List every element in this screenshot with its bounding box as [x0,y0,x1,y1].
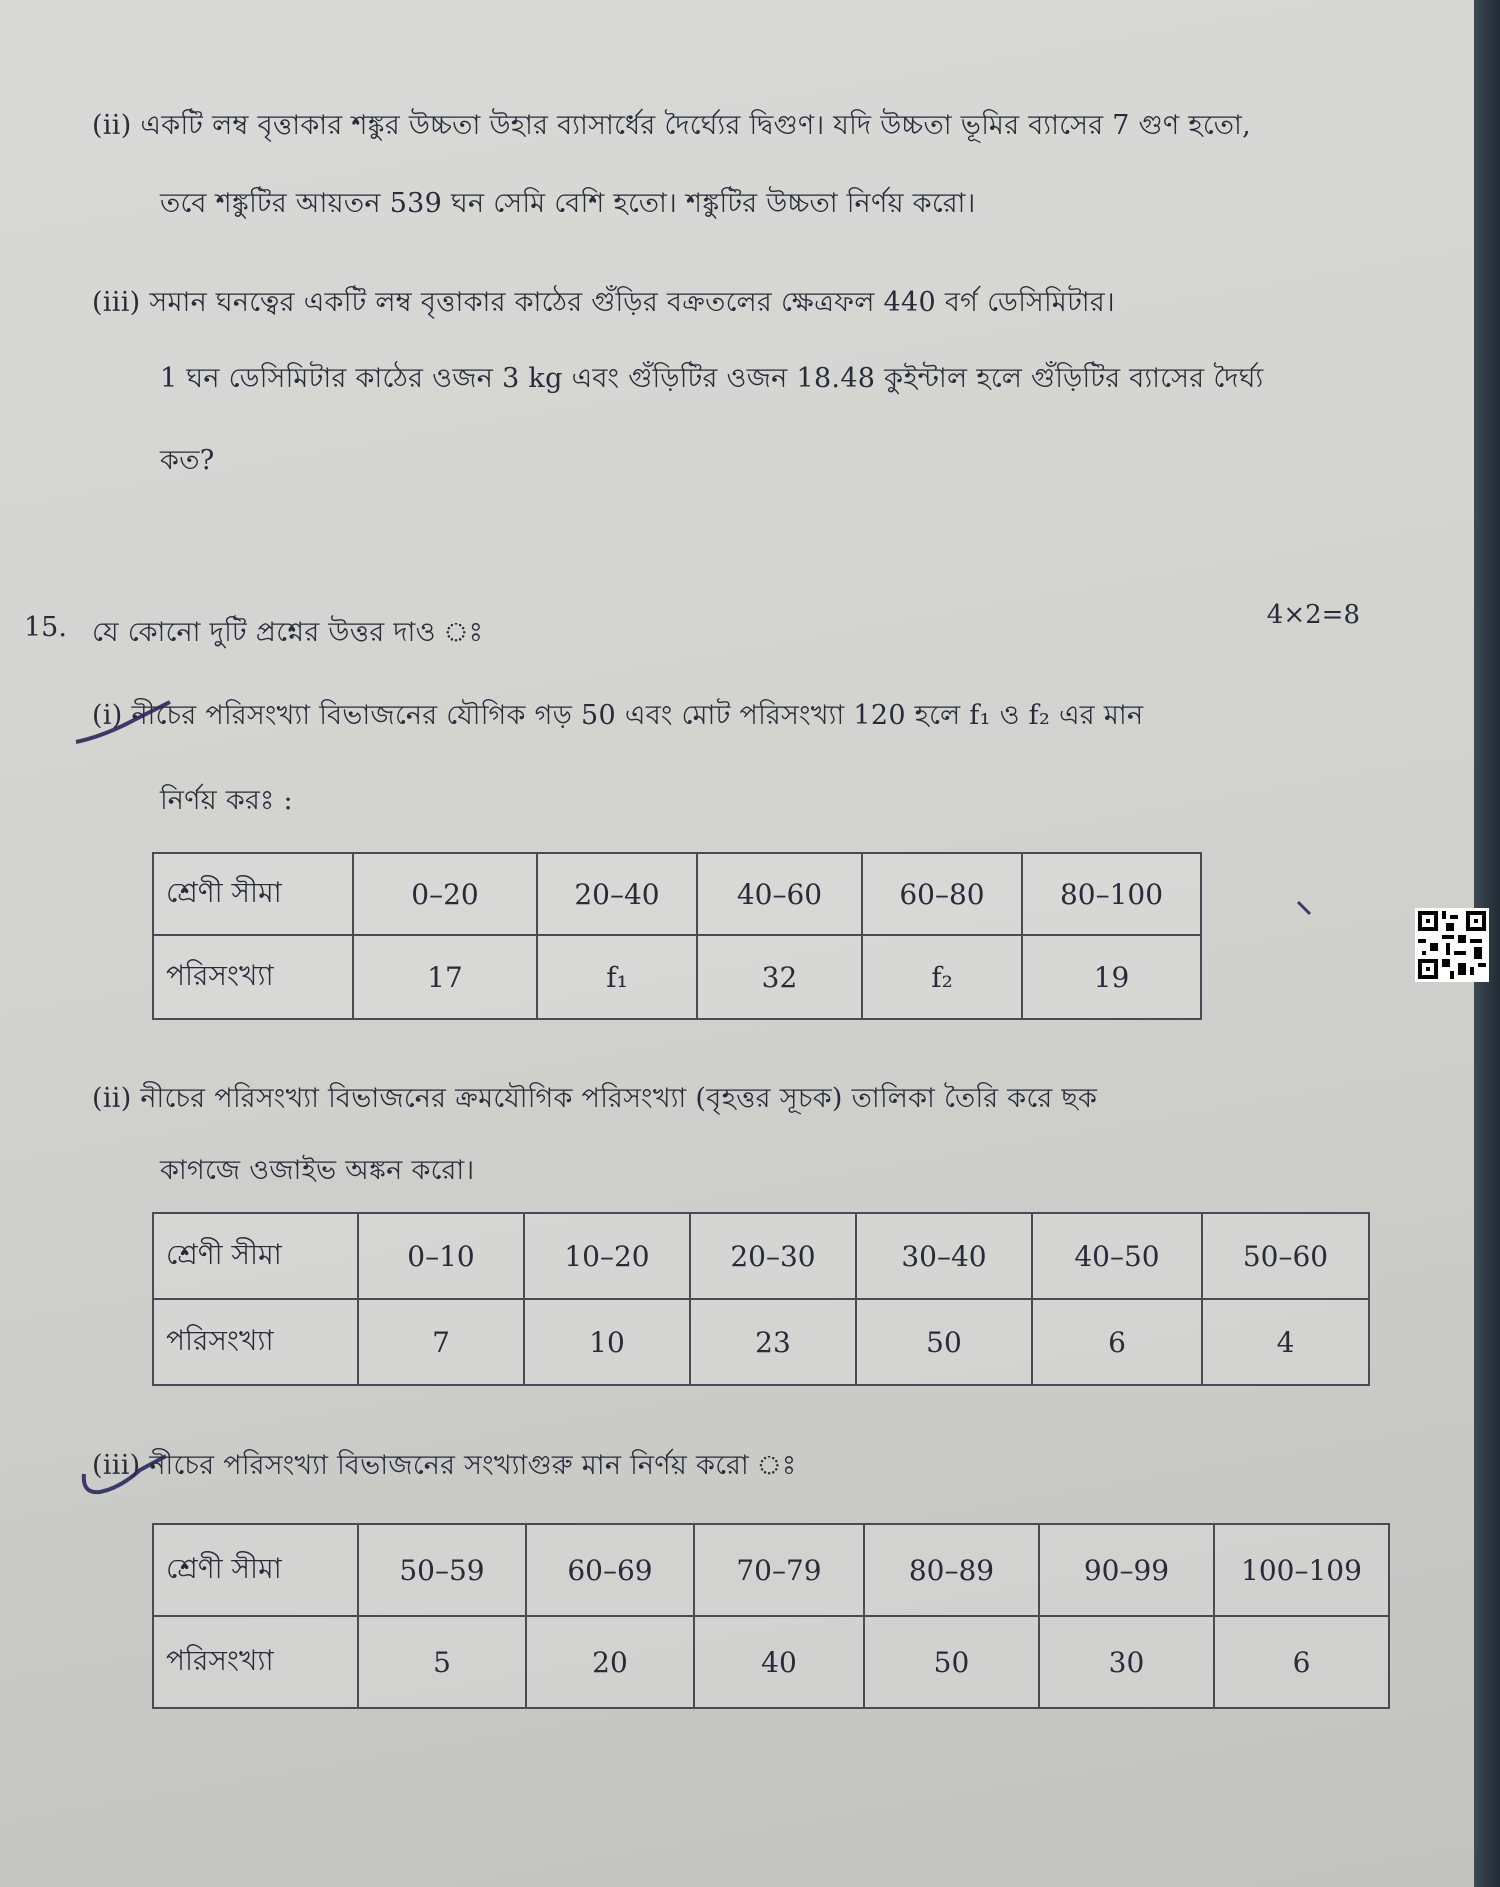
row-label-freq: পরিসংখ্যা [153,1299,358,1385]
row-label-freq: পরিসংখ্যা [153,935,353,1019]
stray-pen-mark-icon [1296,900,1316,920]
q14-iii-line2: 1 ঘন ডেসিমিটার কাঠের ওজন 3 kg এবং গুঁড়িটির ওজন 18.48 কুইন্টাল হলে গুঁড়িটির ব্যাসের দৈর্ঘ্য [160,363,1264,394]
t1-freq-2: 32 [697,935,862,1019]
row-label-class: শ্রেণী সীমা [153,1524,358,1616]
q15-i-line1: (i) নীচের পরিসংখ্যা বিভাজনের যৌগিক গড় 50 এবং মোট পরিসংখ্যা 120 হলে f₁ ও f₂ এর মান [92,700,1144,731]
t1-freq-1: f₁ [537,935,697,1019]
table-row [153,1524,1389,1616]
t3-freq-4: 30 [1039,1616,1214,1708]
table-row [153,1616,1389,1708]
q14-iii-line3: কত? [160,445,215,476]
t2-freq-5: 4 [1202,1299,1369,1385]
qr-code-icon [1415,908,1489,982]
t3-freq-1: 20 [526,1616,694,1708]
q15-ii-line1: (ii) নীচের পরিসংখ্যা বিভাজনের ক্রমযৌগিক পরিসংখ্যা (বৃহত্তর সূচক) তালিকা তৈরি করে ছক [92,1083,1098,1114]
frequency-table-2 [152,1212,1370,1386]
t3-freq-3: 50 [864,1616,1039,1708]
row-label-class: শ্রেণী সীমা [153,853,353,935]
q15-instruction: যে কোনো দুটি প্রশ্নের উত্তর দাও ঃ [92,617,484,648]
t1-class-1: 20–40 [537,853,697,935]
t1-freq-0: 17 [353,935,537,1019]
table-row [153,1213,1369,1299]
t2-class-4: 40–50 [1032,1213,1202,1299]
q15-i-line2: নির্ণয় করঃ : [160,785,293,816]
q14-ii-line1: (ii) একটি লম্ব বৃত্তাকার শঙ্কুর উচ্চতা উহার ব্যাসার্ধের দৈর্ঘ্যের দ্বিগুণ। যদি উচ্চতা ভূমির ব্যাসের 7 গুণ হতো, [92,110,1251,141]
t1-class-0: 0–20 [353,853,537,935]
t2-freq-0: 7 [358,1299,524,1385]
q15-ii-line2: কাগজে ওজাইভ অঙ্কন করো। [160,1155,475,1186]
table-row [153,1299,1369,1385]
t3-freq-0: 5 [358,1616,526,1708]
q15-marks: 4×2=8 [1266,600,1360,630]
row-label-class: শ্রেণী সীমা [153,1213,358,1299]
q14-ii-line2: তবে শঙ্কুটির আয়তন 539 ঘন সেমি বেশি হতো। শঙ্কুটির উচ্চতা নির্ণয় করো। [160,188,976,219]
t3-class-5: 100–109 [1214,1524,1389,1616]
t2-freq-2: 23 [690,1299,856,1385]
t2-class-2: 20–30 [690,1213,856,1299]
question-number: 15. [24,612,67,643]
t2-class-0: 0–10 [358,1213,524,1299]
frequency-table-1 [152,852,1202,1020]
table-row [153,935,1201,1019]
t3-class-3: 80–89 [864,1524,1039,1616]
t1-class-2: 40–60 [697,853,862,935]
t1-freq-4: 19 [1022,935,1201,1019]
t3-freq-2: 40 [694,1616,864,1708]
t3-class-1: 60–69 [526,1524,694,1616]
t3-class-2: 70–79 [694,1524,864,1616]
q14-iii-line1: (iii) সমান ঘনত্বের একটি লম্ব বৃত্তাকার কাঠের গুঁড়ির বক্রতলের ক্ষেত্রফল 440 বর্গ ডেসিমিটার। [92,287,1116,318]
t1-class-3: 60–80 [862,853,1022,935]
t3-freq-5: 6 [1214,1616,1389,1708]
t2-freq-1: 10 [524,1299,690,1385]
q15-iii-line1: (iii) নীচের পরিসংখ্যা বিভাজনের সংখ্যাগুরু মান নির্ণয় করো ঃ [92,1450,797,1481]
frequency-table-3 [152,1523,1390,1709]
t2-class-1: 10–20 [524,1213,690,1299]
table-row [153,853,1201,935]
t1-freq-3: f₂ [862,935,1022,1019]
t1-class-4: 80–100 [1022,853,1201,935]
t2-class-3: 30–40 [856,1213,1032,1299]
t2-class-5: 50–60 [1202,1213,1369,1299]
t3-class-0: 50–59 [358,1524,526,1616]
t2-freq-4: 6 [1032,1299,1202,1385]
t3-class-4: 90–99 [1039,1524,1214,1616]
t2-freq-3: 50 [856,1299,1032,1385]
row-label-freq: পরিসংখ্যা [153,1616,358,1708]
